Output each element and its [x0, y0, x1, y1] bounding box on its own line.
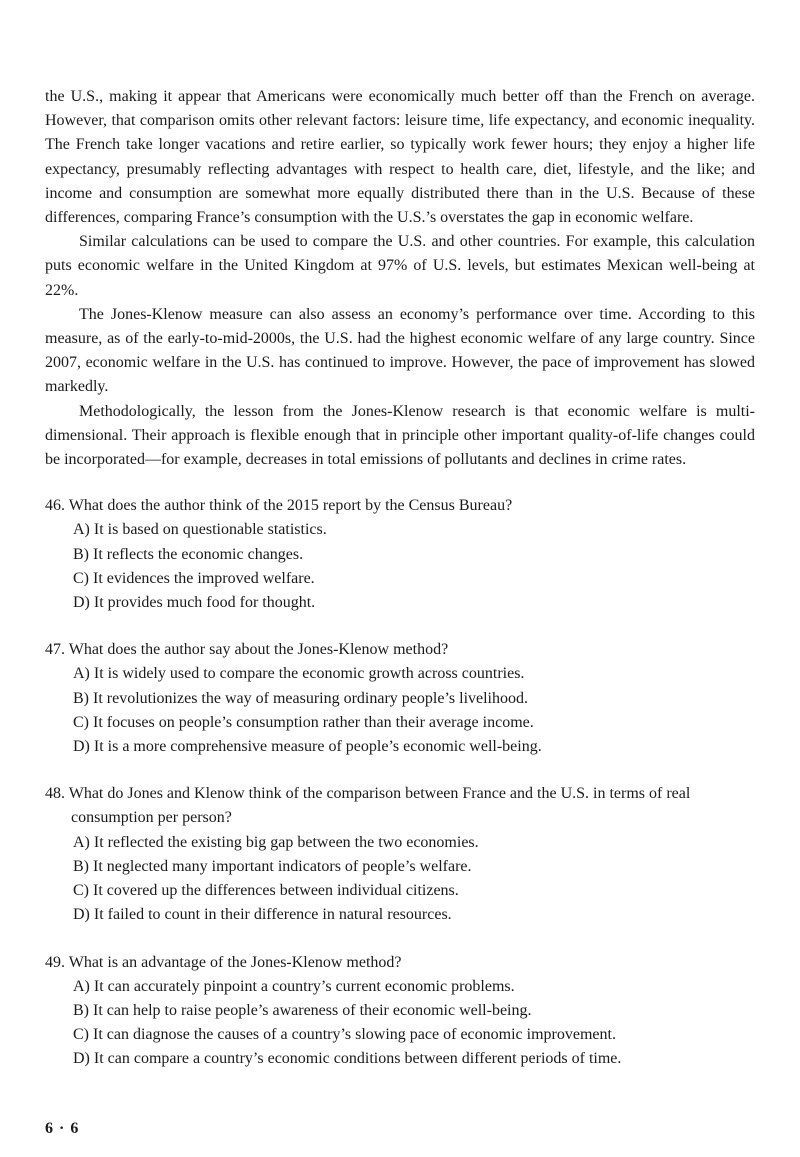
answer-option-b[interactable]: B) It reflects the economic changes. — [73, 545, 304, 563]
answer-option-a[interactable]: A) It can accurately pinpoint a country’s current economic problems. — [73, 977, 515, 995]
answer-option-d[interactable]: D) It provides much food for thought. — [73, 594, 316, 612]
answer-options — [45, 662, 755, 759]
question-48 — [45, 782, 755, 927]
answer-option-c[interactable]: C) It can diagnose the causes of a country’s slowing pace of economic improvement. — [73, 1026, 616, 1044]
question-stem — [45, 951, 755, 975]
passage-paragraph: Similar calculations can be used to compare the U.S. and other countries. For example, this calculation puts economic welfare in the United Kingdom at 97% of U.S. levels, but estimates Mexican well-being at 22%. — [45, 233, 755, 299]
answer-options — [45, 518, 755, 615]
question-46 — [45, 494, 755, 615]
question-stem — [45, 782, 755, 830]
answer-option-c[interactable]: C) It evidences the improved welfare. — [73, 569, 315, 587]
answer-option-d[interactable]: D) It can compare a country’s economic conditions between different periods of time. — [73, 1050, 622, 1068]
question-list — [45, 494, 755, 1071]
answer-option-d[interactable]: D) It is a more comprehensive measure of people’s economic well-being. — [73, 738, 542, 756]
question-49 — [45, 951, 755, 1072]
question-number: 49. — [45, 953, 65, 971]
question-text: What is an advantage of the Jones-Klenow method? — [68, 953, 402, 971]
question-47 — [45, 638, 755, 759]
answer-option-b[interactable]: B) It neglected many important indicators of people’s welfare. — [73, 857, 472, 875]
answer-options — [45, 975, 755, 1072]
answer-option-d[interactable]: D) It failed to count in their difference in natural resources. — [73, 906, 452, 924]
answer-option-a[interactable]: A) It is based on questionable statistics. — [73, 521, 327, 539]
question-text: What does the author think of the 2015 report by the Census Bureau? — [68, 497, 513, 515]
answer-option-a[interactable]: A) It reflected the existing big gap between the two economies. — [73, 833, 479, 851]
answer-option-b[interactable]: B) It can help to raise people’s awareness of their economic well-being. — [73, 1001, 532, 1019]
question-number: 46. — [45, 497, 65, 515]
answer-option-a[interactable]: A) It is widely used to compare the economic growth across countries. — [73, 665, 525, 683]
question-text: What do Jones and Klenow think of the comparison between France and the U.S. in terms of real consumption per person? — [68, 785, 691, 827]
question-number: 48. — [45, 785, 65, 803]
question-number: 47. — [45, 641, 65, 659]
question-text: What does the author say about the Jones-Klenow method? — [68, 641, 449, 659]
passage-paragraph: The Jones-Klenow measure can also assess an economy’s performance over time. According to this measure, as of the early-to-mid-2000s, the U.S. had the highest economic welfare of any large country. Since 2007, economic welfare in the U.S. has continued to improve. However, the pace of improvement has slowed markedly. — [45, 305, 755, 396]
answer-options — [45, 831, 755, 928]
answer-option-c[interactable]: C) It covered up the differences between individual citizens. — [73, 882, 459, 900]
page-number: 6 · 6 — [45, 1120, 80, 1137]
reading-passage — [45, 85, 755, 472]
answer-option-c[interactable]: C) It focuses on people’s consumption rather than their average income. — [73, 713, 534, 731]
passage-paragraph: the U.S., making it appear that Americans were economically much better off than the French on average. However, that comparison omits other relevant factors: leisure time, life expectancy, and economic inequality. The French take longer vacations and retire earlier, so typically work fewer hours; they enjoy a higher life expectancy, presumably reflecting advantages with respect to health care, diet, lifestyle, and the like; and income and consumption are somewhat more equally distributed there than in the U.S. Because of these differences, comparing France’s consumption with the U.S.’s overstates the gap in economic welfare. — [45, 88, 755, 227]
question-stem — [45, 494, 755, 518]
passage-paragraph: Methodologically, the lesson from the Jones-Klenow research is that economic welfare is multi-dimensional. Their approach is flexible enough that in principle other important quality-of-life changes could be incorporated—for example, decreases in total emissions of pollutants and declines in crime rates. — [45, 402, 755, 469]
document-page — [45, 85, 755, 1095]
answer-option-b[interactable]: B) It revolutionizes the way of measuring ordinary people’s livelihood. — [73, 689, 528, 707]
question-stem — [45, 638, 755, 662]
